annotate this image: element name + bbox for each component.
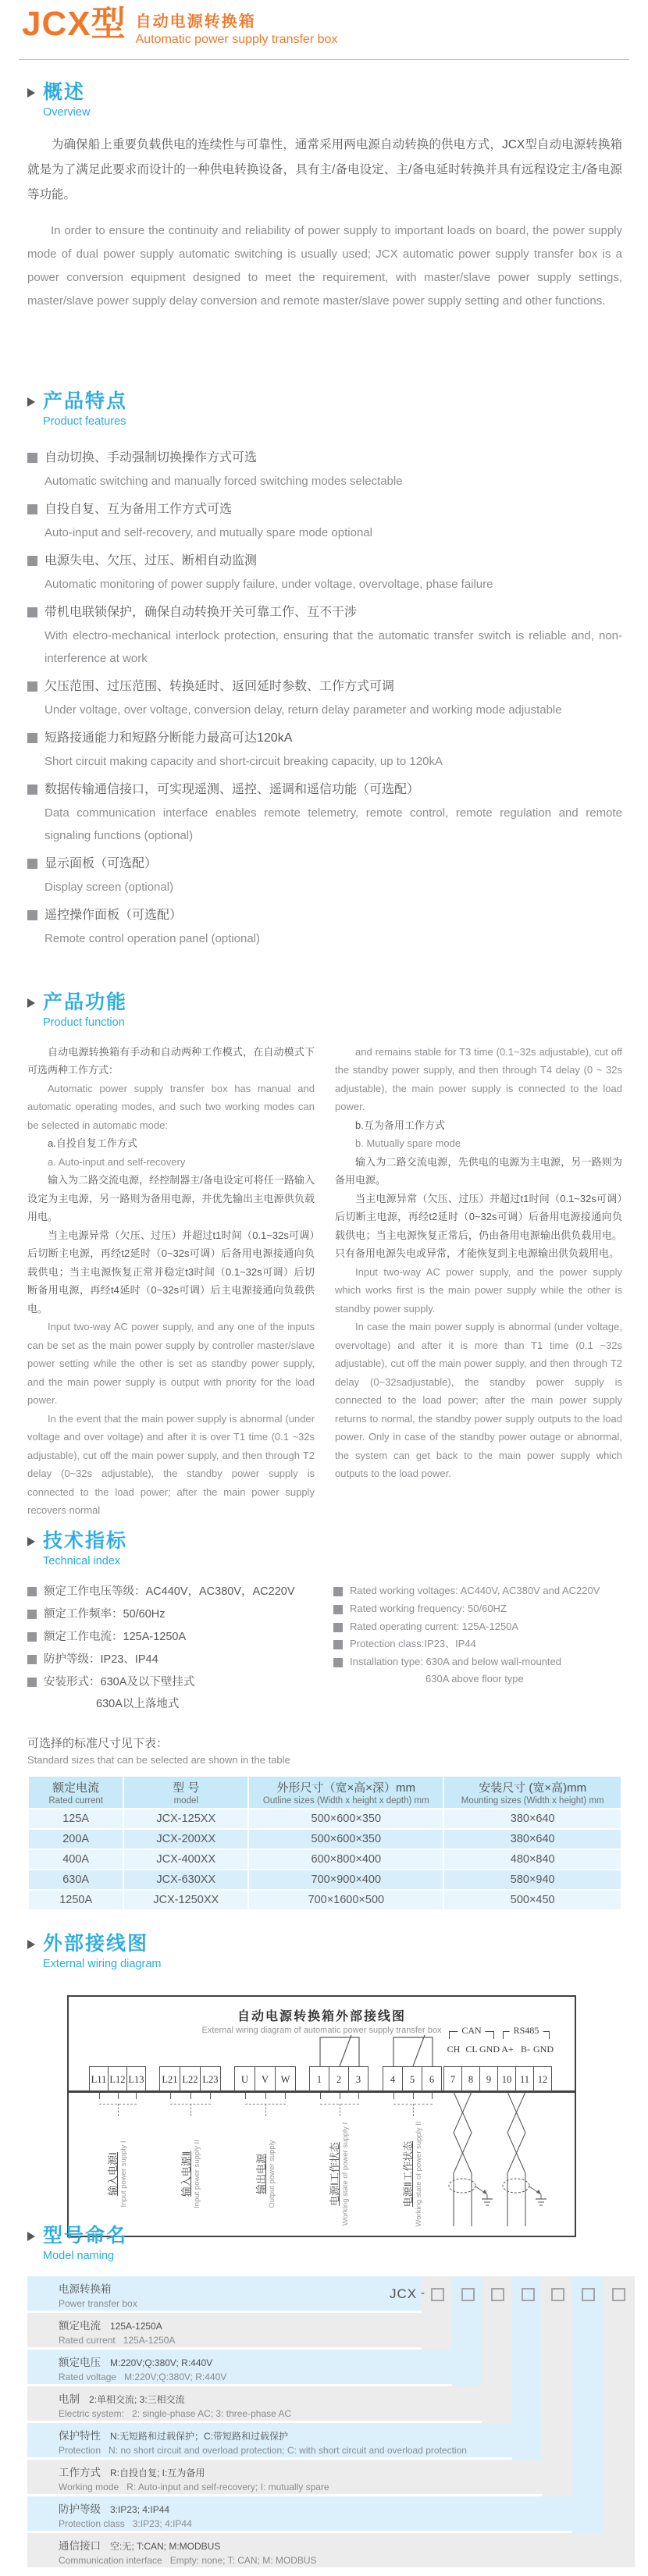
technical-heading-en: Technical index [43, 1554, 121, 1567]
naming-row [27, 2533, 635, 2567]
naming-heading-cn: 型号命名 [43, 2225, 128, 2247]
model-prefix: JCX [390, 2286, 418, 2301]
group-marker [393, 2093, 433, 2116]
diagram-title-en: External wiring diagram of automatic power supply transfer box [201, 2026, 442, 2035]
group-label-en: Working state of power supply II [414, 2121, 423, 2227]
feature-en: Under voltage, over voltage, conversion delay, return delay parameter and working mode adjustable [45, 703, 562, 717]
section-marker-icon [27, 998, 35, 1008]
functions-right-column [335, 1043, 622, 1520]
group-label-state2 [400, 2115, 426, 2233]
terminal-cell: 8 [461, 2066, 480, 2091]
twisted-pair-cable-icon [502, 2092, 557, 2231]
naming-row [27, 2313, 452, 2347]
cell-model: JCX-125XX [124, 1809, 247, 1828]
terminal-cell: U [234, 2066, 255, 2091]
relay-contact-icon [310, 2030, 372, 2066]
technical-item: Rated working voltages: AC440V, AC380V and AC220V [350, 1584, 600, 1596]
technical-column-en [333, 1585, 622, 1720]
bullet-square-icon [27, 859, 37, 869]
terminal-cell: 12 [533, 2066, 552, 2091]
group-label-cn: 电源Ⅰ工作状态 [328, 2142, 340, 2206]
naming-label-cn: 防护等级 [59, 2503, 101, 2515]
can-bus-label: CAN [458, 2026, 485, 2035]
model-code-box [461, 2288, 475, 2301]
naming-label-en: Protection class [59, 2518, 125, 2529]
bullet-square-icon [27, 1610, 37, 1619]
bullet-square-icon [27, 453, 37, 463]
feature-cn: 带机电联锁保护，确保自动转换开关可靠工作、互不干涉 [45, 605, 358, 619]
feature-list [27, 447, 622, 950]
cell-mounting-size: 580×940 [444, 1870, 621, 1889]
bullet-square-icon [27, 556, 37, 566]
bullet-square-icon [27, 504, 37, 514]
functions-heading-cn: 产品功能 [43, 991, 128, 1013]
functions-paragraph: Automatic power supply transfer box has manual and automatic operating modes, and such two working modes can be selected in automatic mode: [27, 1082, 315, 1131]
twisted-pair-cable-icon [448, 2092, 503, 2231]
section-marker-icon [27, 1940, 35, 1949]
pin-label: GND [533, 2044, 554, 2055]
terminal-cell: 11 [515, 2066, 534, 2091]
naming-label-cn: 额定电流 [59, 2320, 101, 2332]
feature-item [27, 498, 622, 544]
col-header: 型 号 model [124, 1777, 247, 1808]
naming-detail-en: 2: single-phase AC; 3: three-phase AC [132, 2408, 292, 2419]
pin-label: GND [479, 2044, 500, 2055]
group-label-cn: 电源Ⅱ工作状态 [401, 2140, 414, 2208]
naming-detail-en: 3:IP23; 4:IP44 [132, 2518, 192, 2529]
naming-label-cn: 额定电压 [59, 2357, 101, 2368]
rs485-bus-bracket [503, 2025, 550, 2039]
terminal-cell: 3 [348, 2066, 369, 2091]
naming-detail-en: M:220V;Q:380V; R:440V [124, 2371, 227, 2382]
features-heading-cn: 产品特点 [43, 390, 128, 412]
functions-paragraph: 输入为二路交流电源，先供电的电源为主电源，另一路则为备用电源。 [335, 1155, 622, 1187]
feature-en: With electro-mechanical interlock protection, ensuring that the automatic transfer switch is reliable and, non-interference at work [45, 628, 622, 665]
group-label-en: Output power supply [267, 2140, 276, 2208]
relay-contact-icon [383, 2030, 446, 2066]
functions-paragraph: a. Auto-input and self-recovery [48, 1155, 186, 1168]
naming-label-en: Power transfer box [59, 2298, 137, 2309]
technical-item: 额定工作电流：125A-1250A [44, 1631, 187, 1643]
brand-name-en: Automatic power supply transfer box [135, 33, 338, 46]
cell-outline-size: 700×1600×500 [249, 1891, 443, 1909]
bullet-square-icon [27, 607, 37, 617]
bullet-square-icon [333, 1587, 343, 1596]
cell-model: JCX-1250XX [124, 1891, 247, 1909]
bullet-square-icon [333, 1658, 343, 1667]
naming-label-en: Protection [59, 2445, 101, 2456]
terminal-cell: L23 [200, 2066, 221, 2091]
technical-heading-cn: 技术指标 [43, 1530, 128, 1552]
naming-detail-cn: 125A-1250A [110, 2321, 162, 2332]
naming-label-en: Electric system: [59, 2408, 125, 2419]
terminal-cell: V [255, 2066, 276, 2091]
feature-en: Remote control operation panel (optional) [45, 931, 260, 945]
pin-label: B- [521, 2044, 530, 2055]
bullet-square-icon [27, 1587, 37, 1596]
bullet-square-icon [27, 1678, 37, 1687]
pin-label: CL [465, 2044, 478, 2055]
terminal-cell: L22 [180, 2066, 201, 2091]
overview-heading-cn: 概述 [43, 81, 86, 103]
naming-detail-en: R: Auto-input and self-recovery; I: mutually spare [126, 2482, 329, 2492]
bullet-square-icon [27, 910, 37, 920]
terminal-cell: W [275, 2066, 296, 2091]
feature-cn: 自投自复、互为备用工作方式可选 [45, 502, 233, 516]
pin-label: A+ [501, 2044, 514, 2055]
header-divider [19, 59, 629, 60]
naming-row [27, 2386, 512, 2421]
bullet-square-icon [27, 785, 37, 795]
naming-label-cn: 电源转换箱 [59, 2283, 112, 2295]
brand-header [22, 6, 337, 47]
terminal-group-state1 [310, 2066, 369, 2091]
overview-paragraph-en: In order to ensure the continuity and reliability of power supply to important loads on board, the power supply mode of dual power supply automatic switching is usually used; JCX automatic power supply transfer box is a power conversion equipment designed to meet the requirement, with master/slave power supply settings, master/slave power supply delay conversion and remote master/slave power supply setting and other functions. [27, 224, 622, 308]
functions-paragraph: 当主电源异常（欠压、过压）并超过t1时间（0.1~32s可调）后切断主电源，再经t2延时（0~32s可调）后备用电源接通向负载供电；当主电源恢复正常后，仍由备用电源输出供负载用电。只有备用电源失电或异常，才能恢复到主电源输出供负载用电。 [335, 1192, 622, 1260]
model-code-box [491, 2288, 504, 2301]
cell-outline-size: 700×900×400 [249, 1870, 443, 1889]
naming-detail-en: 125A-1250A [123, 2335, 176, 2346]
feature-en: Automatic monitoring of power supply failure, under voltage, overvoltage, phase failure [45, 577, 493, 591]
functions-paragraph: In the event that the main power supply is abnormal (under voltage and over voltage) and after it is over T1 time (0.1 ~32s adjustable), cut off the main power supply, and then through T2 delay (0~32s adjustable), the standby power supply is connected to the load power; after the main power supply recovers normal [27, 1412, 315, 1517]
feature-item [27, 727, 622, 773]
naming-row [27, 2496, 603, 2531]
terminal-group-input1 [90, 2066, 146, 2091]
feature-item [27, 904, 622, 950]
naming-detail-cn: N:无短路和过载保护；C:带短路和过载保护 [110, 2431, 289, 2442]
terminal-cell: 9 [479, 2066, 498, 2091]
functions-paragraph: 输入为二路交流电源，经控制器主/备电设定可将任一路输入设定为主电源，另一路则为备用电源，并优先输出主电源供负载用电。 [27, 1174, 315, 1223]
table-header-row [29, 1777, 621, 1808]
col-header: 额定电流 Rated current [29, 1777, 123, 1808]
section-features [27, 390, 622, 955]
bullet-square-icon [333, 1605, 343, 1614]
terminal-cell: 1 [309, 2066, 329, 2091]
technical-item: 额定工作电压等级：AC440V，AC380V，AC220V [44, 1585, 295, 1598]
technical-item: 防护等级：IP23、IP44 [44, 1653, 158, 1667]
technical-item: Protection class:IP23、IP44 [350, 1638, 476, 1650]
diagram-title-cn: 自动电源转换箱外部接线图 [237, 2008, 406, 2023]
section-wiring [27, 1933, 648, 2241]
group-label-en: Working state of power supply I [340, 2122, 350, 2226]
cell-model: JCX-630XX [124, 1870, 247, 1889]
naming-row [27, 2276, 422, 2311]
feature-cn: 短路接通能力和短路分断能力最高可达120kA [45, 731, 293, 745]
terminal-cell: L11 [89, 2066, 109, 2091]
model-code-box [551, 2288, 564, 2301]
feature-cn: 数据传输通信接口，可实现遥测、遥控、遥调和遥信功能（可选配） [45, 782, 420, 796]
feature-en: Display screen (optional) [45, 880, 174, 894]
group-marker [170, 2093, 211, 2116]
naming-label-cn: 工作方式 [59, 2467, 101, 2478]
bullet-square-icon [27, 681, 37, 692]
group-marker [245, 2093, 286, 2116]
cell-model: JCX-400XX [124, 1850, 247, 1869]
feature-cn: 欠压范围、过压范围、转换延时、返回延时参数、工作方式可调 [45, 679, 395, 693]
naming-row [27, 2460, 572, 2494]
naming-row [27, 2350, 482, 2384]
table-row [29, 1850, 621, 1869]
group-marker [320, 2093, 359, 2116]
naming-label-cn: 电制 [59, 2393, 80, 2405]
brand-model: JCX型 [22, 5, 126, 43]
features-heading-en: Product features [43, 415, 126, 428]
feature-item [27, 852, 622, 898]
feature-en: Auto-input and self-recovery, and mutually spare mode optional [45, 525, 372, 539]
overview-heading-en: Overview [43, 105, 91, 119]
model-separator: - [421, 2286, 425, 2300]
section-marker-icon [27, 88, 35, 98]
group-label-output [253, 2115, 279, 2233]
naming-detail-cn: R:自投自复; I:互为备用 [110, 2467, 205, 2478]
model-code-box [431, 2288, 444, 2301]
cell-rated-current: 400A [29, 1850, 123, 1869]
technical-item-cont: 630A above floor type [425, 1673, 524, 1685]
model-code-box [612, 2288, 625, 2301]
col-header: 安装尺寸 (宽×高)mm Mounting sizes (Width x height) mm [444, 1777, 621, 1808]
terminal-group-state2 [383, 2066, 442, 2091]
cell-rated-current: 1250A [29, 1891, 123, 1909]
cell-mounting-size: 500×450 [444, 1891, 621, 1909]
group-marker [99, 2093, 137, 2116]
terminal-cell: L13 [126, 2066, 146, 2091]
functions-left-column [27, 1043, 315, 1520]
technical-item: Rated operating current: 125A-1250A [350, 1620, 519, 1632]
naming-detail-cn: M:220V;Q:380V; R:440V [110, 2357, 213, 2368]
terminal-cell: 5 [402, 2066, 422, 2091]
naming-heading-en: Model naming [43, 2249, 115, 2262]
bullet-square-icon [333, 1640, 343, 1649]
feature-item [27, 601, 622, 670]
rs485-bus-label: RS485 [510, 2026, 543, 2035]
naming-detail-cn: 3:IP23; 4:IP44 [110, 2504, 170, 2515]
terminal-cell: 7 [443, 2066, 462, 2091]
table-row [29, 1870, 621, 1889]
technical-item: Rated working frequency: 50/60HZ [350, 1602, 507, 1614]
functions-paragraph: In case the main power supply is abnormal (under voltage, overvoltage) and after it is more than T1 time (0.1 ~32s adjustable), cut off the main power supply, and then through T2 delay (0~32sadjustable), the standby power supply is connected to the load power; after the main power supply returns to normal, the standby power supply outputs to the load power. Only in case of the standby power outage or abnormal, the system can get back to the main power supply which outputs to the load power. [335, 1321, 622, 1480]
naming-label-cn: 通信接口 [59, 2540, 101, 2552]
sizes-table [27, 1775, 622, 1911]
functions-paragraph: 自动电源转换箱有手动和自动两种工作模式，在自动模式下可选两种工作方式： [27, 1045, 315, 1076]
feature-item [27, 447, 622, 493]
cell-rated-current: 630A [29, 1870, 123, 1889]
group-label-state1 [326, 2115, 353, 2233]
naming-label-en: Rated voltage [59, 2371, 117, 2382]
functions-paragraph: b.互为备用工作方式 [355, 1119, 445, 1131]
naming-detail-cn: 空:无; T:CAN; M:MODBUS [110, 2541, 221, 2552]
functions-paragraph: and remains stable for T3 time (0.1~32s adjustable), cut off the standby power supply, and then through T4 delay (0 ~ 32s adjustable), the main power supply is connected to the load power. [335, 1045, 622, 1113]
col-header: 外形尺寸（宽×高×深）mm Outline sizes (Width x height x depth) mm [249, 1777, 443, 1808]
table-row [29, 1891, 621, 1909]
cell-rated-current: 200A [29, 1830, 123, 1848]
section-marker-icon [27, 1537, 35, 1546]
feature-cn: 自动切换、手动强制切换操作方式可选 [45, 450, 258, 464]
section-marker-icon [27, 397, 35, 407]
model-naming-diagram [27, 2276, 637, 2567]
cell-outline-size: 500×600×350 [249, 1830, 443, 1848]
cell-model: JCX-200XX [124, 1830, 247, 1848]
sizes-intro-cn: 可选择的标准尺寸见下表： [27, 1737, 169, 1750]
naming-label-en: Working mode [59, 2482, 119, 2492]
functions-paragraph: Input two-way AC power supply, and the power supply which works first is the main power supply while the other is standby power supply. [335, 1265, 622, 1315]
model-code-box [522, 2288, 535, 2301]
cell-mounting-size: 380×640 [444, 1830, 621, 1848]
terminal-group-input2 [160, 2066, 221, 2091]
naming-label-en: Communication interface [59, 2555, 162, 2566]
naming-detail-en: Empty: none; T: CAN; M: MODBUS [169, 2555, 317, 2566]
functions-heading-en: Product function [43, 1016, 125, 1029]
technical-item: Installation type: 630A and below wall-mounted [350, 1656, 562, 1668]
section-functions [27, 991, 622, 1520]
group-label-input2 [178, 2115, 205, 2233]
cell-rated-current: 125A [29, 1809, 123, 1828]
functions-paragraph: Input two-way AC power supply, and any one of the inputs can be set as the main power supply by controller master/slave power setting while the other is set as standby power supply, and the main power supply is output with priority for the load power. [27, 1321, 315, 1407]
terminal-cell: 6 [422, 2066, 442, 2091]
cell-outline-size: 600×800×400 [249, 1850, 443, 1869]
section-marker-icon [27, 2232, 35, 2241]
bullet-square-icon [333, 1623, 343, 1632]
terminal-cell: L12 [108, 2066, 127, 2091]
feature-item [27, 778, 622, 847]
terminal-cell: 2 [329, 2066, 349, 2091]
naming-detail-cn: 2:单相交流; 3:三相交流 [89, 2394, 185, 2405]
overview-paragraph-cn: 为确保船上重要负载供电的连续性与可靠性，通常采用两电源自动转换的供电方式，JCX型自动电源转换箱就是为了满足此要求而设计的一种供电转换设备，具有主/备电设定、主/备电延时转换并具有远程设定主/备电源等功能。 [27, 137, 622, 201]
naming-row [27, 2423, 542, 2457]
table-row [29, 1809, 621, 1828]
group-label-en: Input power supply I [119, 2140, 128, 2208]
feature-en: Short circuit making capacity and short-circuit breaking capacity, up to 120kA [45, 754, 443, 768]
section-sizes [27, 1735, 622, 1911]
naming-label-cn: 保护特性 [59, 2430, 101, 2442]
naming-detail-en: N: no short circuit and overload protection; C: with short circuit and overload protection [109, 2445, 467, 2456]
group-label-en: Input power supply II [192, 2140, 201, 2208]
terminal-cell: 4 [383, 2066, 403, 2091]
cell-outline-size: 500×600×350 [249, 1809, 443, 1828]
bullet-square-icon [27, 1632, 37, 1642]
cell-mounting-size: 380×640 [444, 1809, 621, 1828]
terminal-cell: L21 [159, 2066, 180, 2091]
bullet-square-icon [27, 1655, 37, 1664]
technical-item: 安装形式：630A及以下壁挂式 [44, 1676, 195, 1689]
group-label-cn: 输入电源Ⅱ [180, 2151, 192, 2197]
wiring-diagram [67, 1995, 576, 2237]
naming-strip [603, 2276, 635, 2567]
wiring-heading-cn: 外部接线图 [43, 1933, 149, 1955]
brand-name-cn: 自动电源转换箱 [135, 13, 256, 30]
feature-cn: 遥控操作面板（可选配） [45, 908, 183, 922]
functions-paragraph: b. Mutually spare mode [355, 1137, 461, 1150]
terminal-cell: 10 [497, 2066, 516, 2091]
terminal-group-output [235, 2066, 296, 2091]
cell-mounting-size: 480×840 [444, 1850, 621, 1869]
group-label-input1 [105, 2115, 131, 2233]
feature-en: Data communication interface enables remote telemetry, remote control, remote regulation and remote signaling functions (optional) [45, 806, 622, 842]
section-technical [27, 1530, 622, 1720]
feature-item [27, 675, 622, 721]
feature-item [27, 550, 622, 596]
can-bus-bracket [449, 2025, 494, 2039]
sizes-intro-en: Standard sizes that can be selected are shown in the table [27, 1754, 290, 1766]
technical-item: 额定工作频率：50/60Hz [44, 1607, 166, 1621]
section-naming [0, 2225, 648, 2576]
bullet-square-icon [27, 733, 37, 743]
pin-label: CH [447, 2044, 461, 2055]
technical-item-cont: 630A以上落地式 [96, 1698, 180, 1711]
functions-paragraph: 当主电源异常（欠压、过压）并超过t1时间（0.1~32s可调）后切断主电源，再经t2延时（0~32s可调）后备用电源接通向负载供电；当主电源恢复正常并稳定t3时间（0.1~32s可调）后切断备用电源，再经t4延时（0~32s可调）后主电源接通向负载供电。 [27, 1229, 315, 1315]
feature-cn: 显示面板（可选配） [45, 856, 158, 870]
model-code-box [582, 2288, 595, 2301]
table-row [29, 1830, 621, 1848]
section-overview [27, 81, 622, 325]
wiring-heading-en: External wiring diagram [43, 1957, 162, 1970]
technical-column-cn [27, 1585, 333, 1720]
functions-paragraph: a.自投自复工作方式 [48, 1137, 137, 1150]
terminal-group-comms [444, 2066, 552, 2091]
group-label-cn: 输入电源Ⅰ [106, 2152, 119, 2196]
group-label-cn: 输出电源 [255, 2154, 267, 2195]
feature-cn: 电源失电、欠压、过压、断相自动监测 [45, 553, 258, 568]
naming-label-en: Rated current [59, 2335, 116, 2346]
feature-en: Automatic switching and manually forced switching modes selectable [45, 474, 403, 488]
